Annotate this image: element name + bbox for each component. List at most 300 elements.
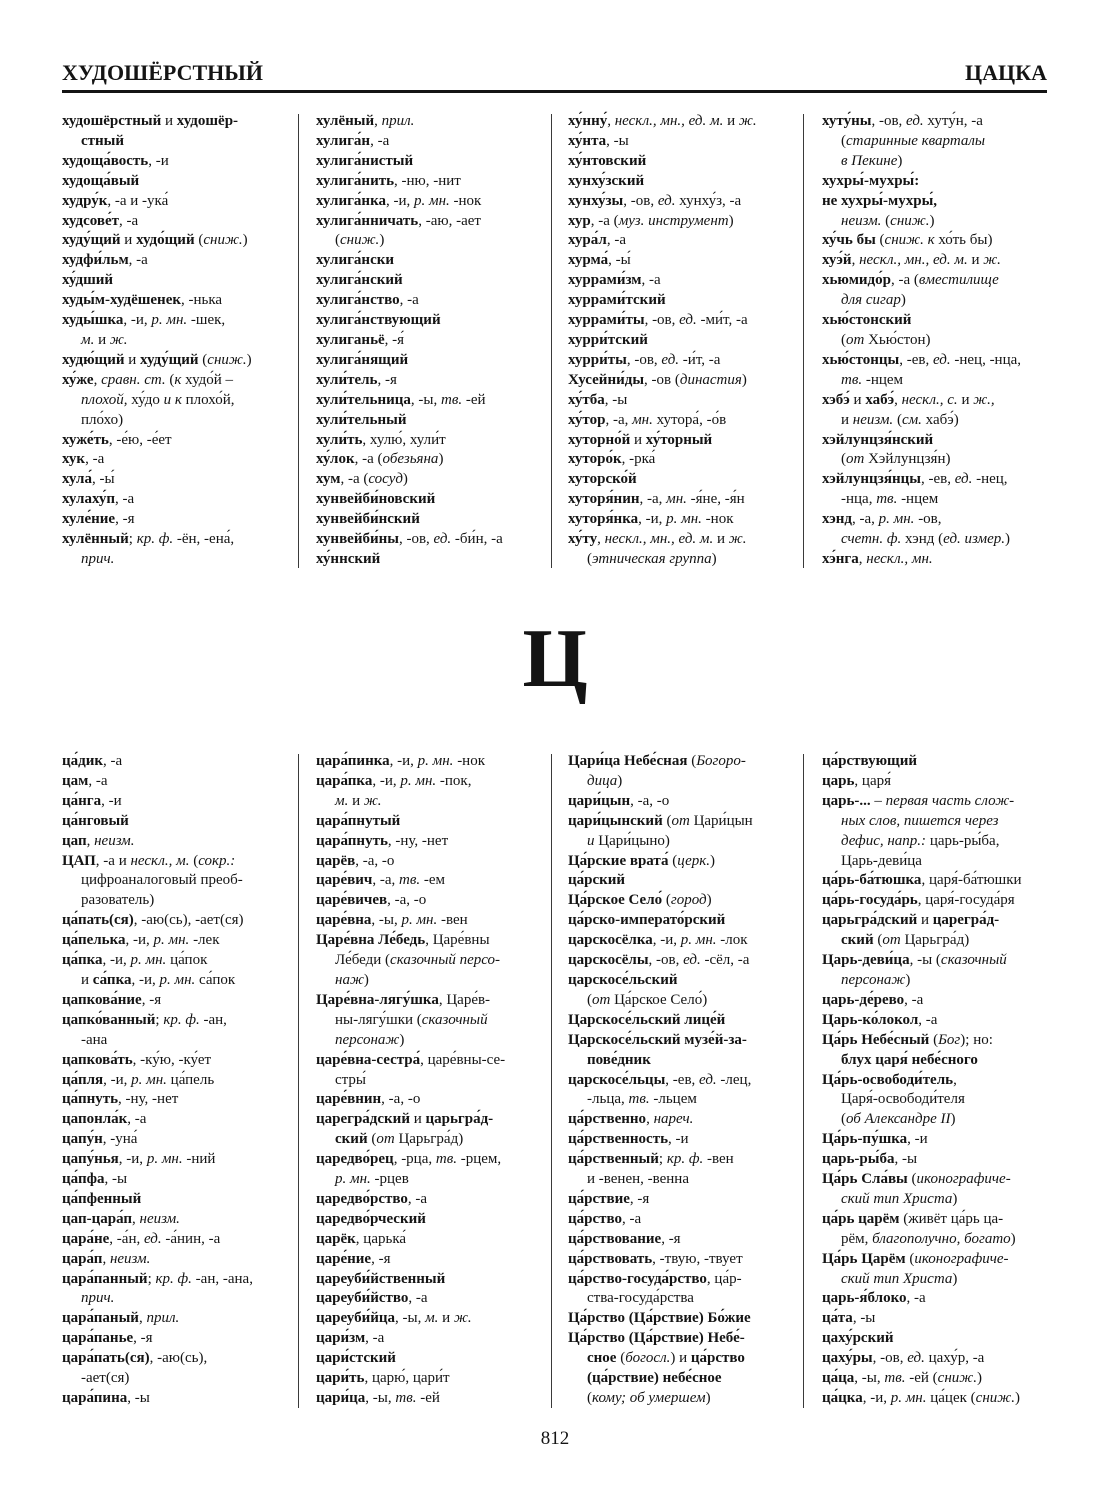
headword-text: ху́нта — [568, 132, 607, 149]
entry-text: ( — [687, 753, 697, 769]
entry-line — [316, 752, 548, 772]
entry-text: , -ы — [894, 1151, 918, 1168]
grammar-note-text: р. мн. — [417, 753, 454, 769]
grammar-note-text: нареч. — [653, 1111, 694, 1128]
entry-text: , -я — [371, 1250, 391, 1267]
dictionary-entry — [62, 1250, 294, 1270]
entry-text: , -и, — [389, 753, 418, 769]
entry-text: , -а — [918, 1011, 938, 1028]
entry-line — [62, 911, 294, 931]
grammar-note-text: сказочный — [421, 1011, 488, 1028]
entry-text: , -и, — [638, 511, 667, 528]
grammar-note-text: и к — [163, 391, 182, 408]
column-divider — [803, 114, 804, 568]
headword-text: царскосе́льцы — [568, 1071, 666, 1088]
dictionary-entry — [316, 1389, 548, 1409]
grammar-note-text: неизм. — [94, 832, 135, 849]
entry-text: , -ов, — [872, 1350, 908, 1367]
headword-text: ца́рство-госуда́рство — [568, 1270, 707, 1287]
entry-line — [62, 391, 294, 411]
entry-text: ) — [952, 1190, 958, 1207]
headword-text: цари́ть — [316, 1370, 365, 1387]
dictionary-entry — [316, 832, 548, 852]
dictionary-entry — [822, 1210, 1054, 1250]
headword-text: царе́вна — [316, 912, 372, 929]
entry-text: , -рка́ — [621, 451, 656, 468]
entry-text: , -а — [88, 772, 108, 789]
entry-line — [316, 291, 548, 311]
entry-line — [62, 450, 294, 470]
headword-text: хум — [316, 471, 341, 488]
headword-text: хунвейби́новский — [316, 491, 436, 508]
headword-text: хули́тельный — [316, 411, 407, 428]
headword-text: худу́щий — [140, 351, 199, 368]
dictionary-entry — [316, 510, 548, 530]
headword-text: (ца́рствие) небе́сное — [587, 1370, 722, 1387]
entry-line — [822, 971, 1054, 991]
grammar-note-text: дица — [587, 772, 618, 789]
entry-text: , -я — [141, 991, 162, 1008]
dictionary-entry — [62, 291, 294, 311]
dictionary-entry — [822, 1130, 1054, 1150]
dictionary-entry — [568, 1250, 800, 1270]
grammar-note-text: кр. ф. — [155, 1270, 192, 1287]
dictionary-entry — [568, 212, 800, 232]
headword-text: ца́рствие — [568, 1190, 630, 1207]
entry-line — [568, 752, 800, 772]
entry-line — [568, 1309, 800, 1329]
headword-text: хуторя́нка — [568, 511, 639, 528]
headword-text: цапонла́к — [62, 1111, 128, 1128]
dictionary-entry — [822, 1309, 1054, 1329]
dictionary-entry — [822, 311, 1054, 351]
grammar-note-text: р. мн. — [400, 772, 437, 789]
entry-line — [316, 490, 548, 510]
entry-text: хутора́, -о́в — [652, 411, 727, 428]
entry-text: ) — [728, 212, 734, 229]
entry-text: са́пок — [195, 971, 236, 988]
entry-line — [316, 891, 548, 911]
entry-line — [62, 871, 294, 891]
grammar-note-text: первая часть слож- — [885, 792, 1015, 809]
headword-text: худы́шка — [62, 312, 124, 329]
grammar-note-text: р. мн. — [666, 511, 702, 528]
entry-line — [822, 891, 1054, 911]
entry-line — [568, 132, 800, 152]
entry-text: и — [124, 351, 141, 368]
grammar-note-text: дефис, напр.: — [841, 832, 927, 849]
entry-line — [316, 351, 548, 371]
dictionary-entry — [62, 1090, 294, 1110]
entry-line — [568, 530, 800, 550]
headword-text: царегра́д- — [932, 912, 1000, 929]
entry-line — [316, 1349, 548, 1369]
column-divider — [803, 754, 804, 1408]
headword-text: хуррами́зм — [568, 272, 642, 289]
grammar-note-text: кому; об умершем — [592, 1390, 706, 1406]
dictionary-entry — [568, 852, 800, 872]
headword-text: худоща́вость — [62, 152, 149, 169]
entry-line — [316, 530, 548, 550]
entry-text: , -и — [101, 792, 122, 809]
dictionary-entry — [62, 1071, 294, 1091]
grammar-note-text: тв. — [399, 872, 421, 889]
headword-text: хулига́нство — [316, 292, 400, 309]
dictionary-entry — [822, 1250, 1054, 1290]
entry-line — [316, 991, 548, 1011]
entry-text: ) — [363, 971, 369, 988]
grammar-note-text: нескл., мн., ед. м. — [859, 252, 968, 269]
entry-text: , -и, — [123, 312, 152, 329]
grammar-note-text: р. мн. — [878, 511, 915, 528]
headword-text: цапкова́ть — [62, 1051, 133, 1068]
dictionary-entry — [822, 470, 1054, 510]
headword-text: царь-ры́ба — [822, 1151, 895, 1168]
grammar-note-text: р. мн. — [131, 1071, 167, 1088]
entries-section-х — [0, 112, 1110, 568]
entry-text: , -е́ю, -е́ет — [108, 431, 172, 448]
headword-text: цаху́ры — [822, 1350, 873, 1367]
entry-text: , -и, — [125, 932, 154, 949]
entry-line — [316, 192, 548, 212]
entry-text: , -ы ( — [909, 952, 941, 969]
entry-text: ) — [1005, 531, 1010, 548]
headword-text: ца́рствование — [568, 1230, 662, 1247]
entry-text: и — [161, 113, 177, 129]
headword-text: хунвейби́ны — [316, 531, 399, 548]
entry-text: , царя́-ба́тюшки — [921, 872, 1022, 889]
entry-text: , -ов, — [644, 312, 680, 329]
headword-text: хуту́ны — [822, 113, 872, 129]
entry-text: -нца, — [841, 491, 877, 508]
headword-text: цара́пинка — [316, 753, 390, 769]
dictionary-entry — [822, 911, 1054, 951]
entry-line — [822, 1230, 1054, 1250]
entry-text: ( — [367, 1131, 377, 1148]
headword-text: худру́к — [62, 192, 108, 209]
headword-text: ца́пнуть — [62, 1091, 119, 1108]
entry-text: и -венен, -венна — [587, 1171, 689, 1188]
headword-text: ца́рствовать — [568, 1250, 653, 1267]
headword-text: стный — [81, 132, 125, 149]
entry-text: -сёл, -а — [700, 952, 750, 969]
headword-text: худошёрстный — [62, 113, 162, 129]
entry-text: , -и, — [118, 1151, 147, 1168]
dictionary-entry — [62, 1230, 294, 1250]
entry-line — [568, 1090, 800, 1110]
column-divider — [298, 754, 299, 1408]
headword-text: ца́пфа — [62, 1171, 105, 1188]
entry-line — [568, 172, 800, 192]
entry-line — [316, 951, 548, 971]
headword-text: Ца́рь-освободи́тель — [822, 1071, 954, 1088]
entry-text: ) — [741, 371, 747, 388]
headword-text: ца́рь-ба́тюшка — [822, 872, 922, 889]
entry-line — [316, 1190, 548, 1210]
entry-text: ) — [399, 1031, 405, 1048]
entry-text: , -я — [661, 1230, 681, 1247]
headword-text: худсове́т — [62, 212, 119, 229]
entry-line — [568, 931, 800, 951]
grammar-note-text: муз. инструмент — [618, 212, 729, 229]
dictionary-entry — [316, 891, 548, 911]
entry-text: Хэйлунцзя́н) — [864, 451, 951, 468]
entry-line — [62, 832, 294, 852]
entry-text: , -а — [906, 1290, 926, 1307]
entry-text: ца́пель — [166, 1071, 215, 1088]
dictionary-entry — [568, 450, 800, 470]
dictionary-entry — [316, 212, 548, 252]
entry-line — [316, 1230, 548, 1250]
dictionary-entry — [822, 192, 1054, 232]
dictionary-entry — [568, 152, 800, 172]
column-divider — [551, 754, 552, 1408]
entry-text: цифроаналоговый преоб- — [81, 872, 243, 889]
grammar-note-text: ед. — [683, 952, 701, 969]
grammar-note-text: кр. ф. — [136, 531, 174, 548]
entry-line — [316, 470, 548, 490]
grammar-note-text: мн. — [666, 491, 687, 508]
headword-text: цап — [62, 832, 87, 849]
dictionary-entry — [568, 172, 800, 192]
entry-line — [62, 1110, 294, 1130]
entry-text: ( — [662, 812, 672, 829]
dictionary-entry — [822, 1031, 1054, 1071]
dictionary-entry — [822, 510, 1054, 550]
entry-column-3 — [568, 112, 800, 570]
entry-text: худо́й – — [181, 371, 234, 388]
dictionary-entry — [568, 251, 800, 271]
entry-line — [62, 1329, 294, 1349]
grammar-note-text: плохой, — [81, 391, 128, 408]
entry-line — [316, 391, 548, 411]
grammar-note-text: ных слов, пишется через — [841, 812, 999, 829]
entry-line — [822, 1090, 1054, 1110]
entry-text: ( — [873, 932, 883, 949]
grammar-note-text: ж. — [738, 113, 757, 129]
entry-line — [316, 411, 548, 431]
entry-text: , -а, -о — [355, 852, 395, 869]
entry-text: , -а — [622, 1210, 642, 1227]
grammar-note-text: вместилище — [918, 272, 999, 289]
grammar-note-text: прич. — [81, 550, 115, 567]
headword-text: хули́тель — [316, 371, 378, 388]
entry-line — [822, 351, 1054, 371]
dictionary-entry — [62, 911, 294, 931]
headword-text: худю́щий — [62, 351, 125, 368]
entry-text: ) — [246, 351, 252, 368]
entry-line — [62, 172, 294, 192]
headword-text: цари́цын — [568, 792, 631, 809]
dictionary-entry — [822, 1071, 1054, 1131]
headword-text: цара́панье — [62, 1330, 134, 1347]
column-divider — [551, 114, 552, 568]
grammar-note-text: ский тип Христа — [841, 1190, 953, 1207]
grammar-note-text: сравн. ст. — [101, 371, 166, 388]
headword-text: царегра́дский — [316, 1111, 410, 1128]
dictionary-entry — [316, 1270, 548, 1290]
entry-text: , -а, — [852, 511, 879, 528]
entry-text: разователь) — [81, 892, 155, 909]
grammar-note-text: тв. — [841, 371, 863, 388]
entry-text: , -ев, — [920, 471, 955, 488]
headword-text: хьюмидо́р — [822, 272, 891, 289]
headword-text: ца́пфенный — [62, 1190, 142, 1207]
headword-text: худошёр- — [176, 113, 239, 129]
entry-line — [822, 192, 1054, 212]
dictionary-entry — [62, 991, 294, 1011]
entry-text: , -ню, -нит — [394, 172, 461, 189]
entry-line — [316, 1250, 548, 1270]
entry-line — [568, 431, 800, 451]
dictionary-entry — [316, 1090, 548, 1110]
entry-text: , -ну, -нет — [387, 832, 449, 849]
headword-text: пове́дник — [587, 1051, 651, 1068]
entry-text: ( — [905, 1250, 915, 1267]
headword-text: цареуби́йство — [316, 1290, 409, 1307]
entry-line — [822, 450, 1054, 470]
dictionary-entry — [568, 931, 800, 951]
entry-line — [822, 291, 1054, 311]
entry-line — [568, 1289, 800, 1309]
grammar-note-text: неизм. — [109, 1250, 151, 1267]
grammar-note-text: тв. — [441, 391, 463, 408]
entry-text: Царьгра́д) — [900, 932, 970, 949]
entry-line — [568, 812, 800, 832]
dictionary-entry — [822, 871, 1054, 891]
dictionary-entry — [316, 112, 548, 132]
entry-line — [316, 931, 548, 951]
entry-line — [62, 812, 294, 832]
grammar-note-text: персонаж — [841, 971, 906, 988]
entry-text: , -и, — [652, 932, 681, 949]
entry-text: ( — [841, 132, 846, 149]
entry-line — [316, 251, 548, 271]
entry-text: ( — [841, 1111, 846, 1128]
entry-line — [62, 1210, 294, 1230]
headword-text: хунху́зский — [568, 172, 645, 189]
entry-text: ( — [668, 852, 678, 869]
entry-text: ( — [841, 331, 846, 348]
entry-line — [316, 1289, 548, 1309]
headword-text: Цари́ца Небе́сная — [568, 753, 688, 769]
headword-text: хур — [568, 212, 591, 229]
dictionary-entry — [62, 271, 294, 291]
entry-line — [62, 1369, 294, 1389]
entry-text: ( — [907, 1171, 917, 1188]
grammar-note-text: от — [592, 991, 611, 1008]
headword-text: Царскосе́льский музе́й-за- — [568, 1031, 747, 1048]
entry-line — [62, 331, 294, 351]
grammar-note-text: тв. — [884, 1370, 906, 1387]
entry-text: пло́хо) — [81, 411, 124, 428]
grammar-note-text: см. — [901, 411, 922, 428]
dictionary-entry — [316, 1349, 548, 1369]
grammar-note-text: ж., — [973, 391, 995, 408]
dictionary-entry — [62, 1051, 294, 1071]
entry-text: , хулю́, хули́т — [362, 431, 446, 448]
headword-text: Ца́рское Село́ — [568, 892, 663, 909]
entry-line — [316, 1170, 548, 1190]
headword-text: хулёный — [316, 113, 375, 129]
grammar-note-text: нескл., мн. — [866, 550, 933, 567]
entry-line — [316, 812, 548, 832]
headword-text: царедво́рство — [316, 1190, 408, 1207]
entry-text: , -а, -о — [630, 792, 670, 809]
headword-text: ца́рский — [568, 872, 626, 889]
entry-line — [62, 231, 294, 251]
entries-section-ц — [0, 752, 1110, 1408]
page-number: 812 — [540, 1428, 570, 1449]
dictionary-entry — [822, 391, 1054, 431]
grammar-note-text: р. мн. — [414, 192, 450, 209]
grammar-note-text: ж. — [728, 531, 747, 548]
dictionary-entry — [822, 431, 1054, 471]
headword-text: цари́цынский — [568, 812, 663, 829]
entry-text: , -я — [133, 1330, 153, 1347]
dictionary-entry — [822, 991, 1054, 1011]
headword-text: хулига́нящий — [316, 351, 409, 368]
entry-text: ) — [1014, 1390, 1020, 1406]
dictionary-entry — [822, 792, 1054, 872]
entry-line — [822, 991, 1054, 1011]
dictionary-entry — [568, 510, 800, 530]
entry-text: ца́пок — [166, 952, 208, 969]
entry-line — [316, 431, 548, 451]
entry-text: ; — [128, 531, 137, 548]
entry-line — [62, 1031, 294, 1051]
entry-text: , -а и — [95, 852, 131, 869]
entry-text: ) — [929, 212, 935, 229]
grammar-note-text: м. — [335, 792, 349, 809]
entry-text: , — [646, 1111, 654, 1128]
entry-text: ) — [242, 232, 248, 249]
headword-text: царёк — [316, 1230, 356, 1247]
entry-line — [568, 911, 800, 931]
dictionary-entry — [822, 1011, 1054, 1031]
grammar-note-text: город — [670, 892, 707, 909]
dictionary-entry — [62, 1329, 294, 1349]
dictionary-entry — [822, 112, 1054, 172]
grammar-note-text: ед. — [699, 1071, 717, 1088]
entry-line — [568, 951, 800, 971]
entry-line — [316, 172, 548, 192]
entry-text: , -ы — [104, 1171, 128, 1188]
grammar-note-text: сниж. — [975, 1390, 1015, 1406]
entry-text: , -а — [85, 451, 105, 468]
entry-text: , — [102, 1250, 110, 1267]
entry-text: -а́нин, -а — [161, 1230, 221, 1247]
headword-text: царе́ние — [316, 1250, 372, 1267]
entry-text: Хью́стон) — [864, 331, 931, 348]
grammar-note-text: тв. — [876, 491, 898, 508]
dictionary-entry — [316, 931, 548, 991]
entry-line — [568, 1011, 800, 1031]
entry-text: ) — [900, 292, 906, 309]
grammar-note-text: м. — [81, 331, 95, 348]
entry-line — [568, 891, 800, 911]
dictionary-entry — [316, 1110, 548, 1150]
entry-line — [62, 1230, 294, 1250]
entry-line — [822, 931, 1054, 951]
headword-text: цара́пка — [316, 772, 373, 789]
entry-line — [316, 550, 548, 570]
entry-line — [568, 832, 800, 852]
entry-text: хэнд ( — [901, 531, 944, 548]
entry-line — [822, 331, 1054, 351]
entry-line — [568, 510, 800, 530]
entry-text: ) — [379, 232, 385, 249]
